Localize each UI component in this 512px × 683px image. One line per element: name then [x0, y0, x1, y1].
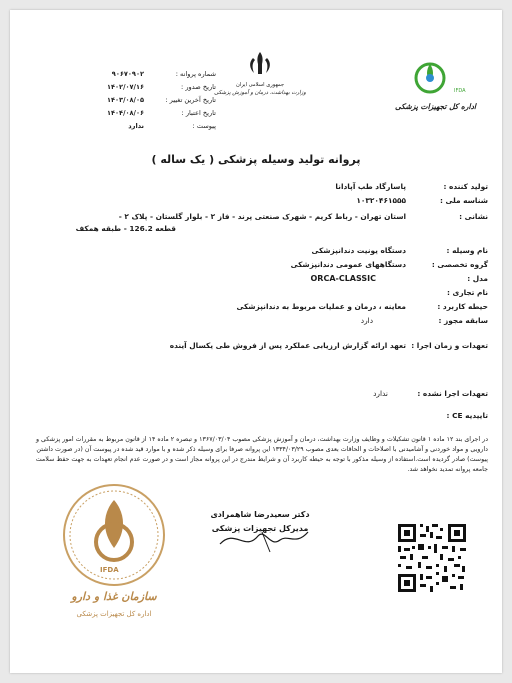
- field-label: حیطه کاربرد :: [437, 302, 488, 311]
- meta-label: پیوست :: [192, 122, 216, 130]
- meta-value: ۹۰۶۷۰۹۰۲: [111, 70, 144, 78]
- meta-row: [66, 96, 216, 107]
- meta-value: ۱۴۰۴/۰۸/۰۶: [106, 109, 144, 117]
- meta-value: ندارد: [128, 122, 144, 130]
- emblem-line2: وزارت بهداشت، درمان و آموزش پزشکی: [214, 90, 306, 96]
- field-value: قطعه 126.2 - طبقه همکف: [75, 224, 176, 233]
- commitments-row: [18, 341, 488, 353]
- commitments-label: تعهدات و زمان اجرا :: [411, 341, 488, 350]
- ifda-logo-icon: [410, 56, 450, 96]
- commitments-value: تعهد ارائه گزارش ارزیابی عملکرد پس از فروش طی یکسال آینده: [169, 341, 406, 350]
- field-label: تولید کننده :: [443, 182, 488, 191]
- unfulfilled-label: تعهدات اجرا نشده :: [417, 389, 488, 398]
- ce-label: تاییدیه CE :: [446, 411, 488, 420]
- field-label: گروه تخصصی :: [431, 260, 488, 269]
- ce-row: [18, 411, 488, 423]
- ifda-seal: [54, 480, 174, 650]
- meta-label: تاریخ صدور :: [181, 83, 216, 91]
- field-value: استان تهران - رباط کریم - شهرک صنعتی پرند - فاز ۲ - بلوار گلستان - پلاک ۲ -: [118, 212, 406, 221]
- field-value: ORCA-CLASSIC: [310, 274, 376, 283]
- meta-label: تاریخ اعتبار :: [181, 109, 216, 117]
- unfulfilled-value: ندارد: [373, 389, 388, 398]
- document-title: پروانه تولید وسیله پزشکی ( یک ساله ): [151, 153, 361, 166]
- meta-label: شماره پروانه :: [175, 70, 216, 78]
- qr-code: [396, 522, 468, 594]
- field-label: نام وسیله :: [446, 246, 488, 255]
- field-label: شناسه ملی :: [440, 196, 488, 205]
- iran-emblem-icon: [245, 50, 275, 78]
- field-value: دارد: [360, 316, 373, 325]
- meta-row: [66, 122, 216, 133]
- legal-text: در اجرای بند ۱۲ ماده ۱ قانون تشکیلات و وظایف وزارت بهداشت، درمان و آموزش پزشکی مصوب ۱۳۶۷/۰۳/۰۴ و تبصره ۲ ماده ۱۴ از قانون مربوط به مقررات امور پزشکی و دارویی و مواد خوردنی و آشامیدنی با اصلاحات و الحاقات بعدی مصوب ۱۳۳۴/۰۳/۲۹ این پروانه صرفا برای وسیله ذکر شده و با موارد قید شده در پیوست آن (در صورت داشتن پیوست) صادر گردیده است.استفاده از وسیله مذکور با توجه به حیطه کاربرد آن و شرایط مندرج در این پروانه مجاز است و در صورت عدم انجام تعهدات به جهت حفظ سلامت جامعه پروانه تمدید نخواهد شد.: [35, 436, 488, 473]
- meta-value: ۱۴۰۳/۰۸/۰۵: [106, 96, 144, 104]
- signer-name: دکتر سعیدرضا شاهمرادی: [210, 510, 310, 519]
- field-label: سابقه مجوز :: [438, 316, 488, 325]
- field-value: ۱۰۳۲۰۴۶۱۵۵۵: [356, 196, 406, 205]
- field-value: معاینه ، درمان و عملیات مربوط به دندانپزشکی: [236, 302, 406, 311]
- seal-emblem-text: IFDA: [100, 566, 119, 574]
- license-document: [10, 10, 502, 673]
- field-label: نشانی :: [459, 212, 488, 221]
- meta-row: [66, 109, 216, 120]
- field-value: پاسارگاد طب آپادانا: [335, 182, 406, 191]
- agency-name: اداره کل تجهیزات پزشکی: [395, 102, 476, 111]
- signature-icon: [210, 522, 320, 556]
- signer-title: مدیرکل تجهیزات پزشکی: [211, 524, 309, 533]
- license-meta: [66, 70, 216, 140]
- meta-row: [66, 83, 216, 94]
- qr-code-icon: [396, 522, 468, 594]
- field-label: نام تجاری :: [447, 288, 488, 297]
- meta-row: [66, 70, 216, 81]
- logo-text: IFDA: [454, 88, 466, 94]
- field-value: دستگاه یونیت دندانپزشکی: [311, 246, 406, 255]
- signature-block: [190, 510, 330, 570]
- seal-line1: سازمان غذا و دارو: [71, 590, 157, 603]
- field-value: دستگاههای عمومی دندانپزشکی: [290, 260, 406, 269]
- fields-block: [18, 182, 488, 352]
- meta-value: ۱۴۰۲/۰۷/۱۶: [106, 83, 144, 91]
- unfulfilled-row: [18, 389, 488, 401]
- seal-line2: اداره کل تجهیزات پزشکی: [76, 610, 152, 618]
- field-label: مدل :: [467, 274, 488, 283]
- ifda-logo-block: [388, 50, 488, 120]
- iran-emblem-block: [210, 50, 310, 110]
- meta-label: تاریخ آخرین تغییر :: [165, 96, 216, 104]
- emblem-line1: جمهوری اسلامی ایران: [235, 82, 285, 88]
